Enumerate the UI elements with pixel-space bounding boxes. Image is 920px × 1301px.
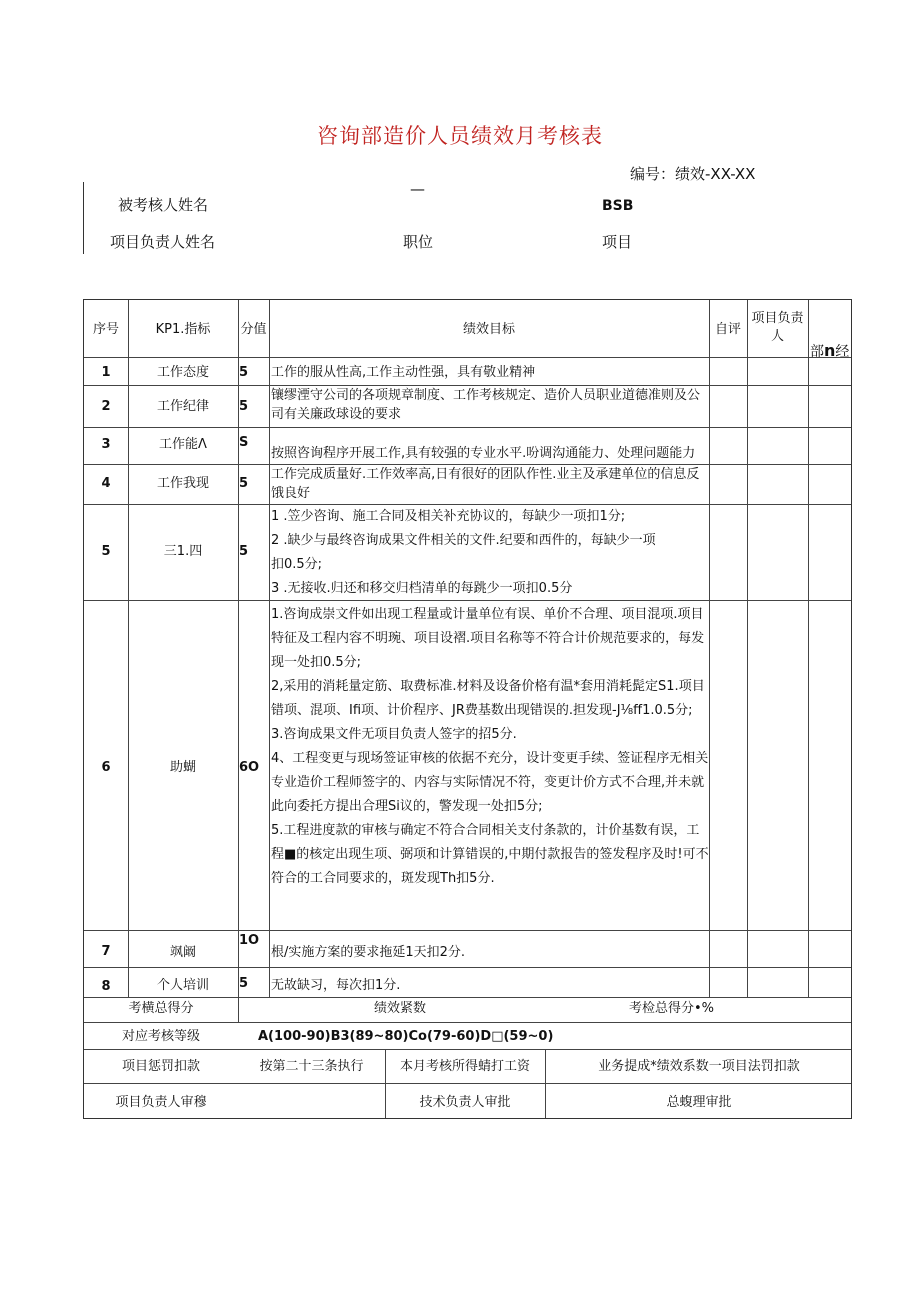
row-5-no: 5 bbox=[101, 544, 111, 559]
row-2-score: 5 bbox=[239, 399, 249, 414]
info-left-bar bbox=[83, 182, 84, 254]
row-2-kpi: 工作纪律 bbox=[156, 399, 209, 414]
grade-value: A(100-90)B3(89~80)Co(79-60)D□(59~0) bbox=[258, 1029, 554, 1044]
header-dept-eval: 部n经 bbox=[810, 341, 850, 360]
row-divider bbox=[84, 1083, 852, 1084]
row-1-score: 5 bbox=[239, 365, 249, 380]
row-1-target: 工作的服从性高,工作主动性强，具有敬业精神 bbox=[271, 365, 536, 380]
assessment-table bbox=[83, 299, 852, 1119]
row-6-score: 6O bbox=[239, 760, 260, 775]
header-target: 绩效目标 bbox=[462, 322, 515, 337]
row-7-target: 根/实施方案的要求拖延1天扣2分. bbox=[271, 945, 466, 960]
row-divider bbox=[84, 1022, 852, 1023]
grade-label: 对应考核等级 bbox=[121, 1029, 200, 1044]
header-no: 序号 bbox=[92, 322, 119, 337]
tech-approve-label: 技术负责人审批 bbox=[419, 1095, 511, 1110]
row-1-no: 1 bbox=[101, 365, 111, 380]
row-3-score: S bbox=[239, 435, 249, 450]
row-4-no: 4 bbox=[101, 476, 111, 491]
row-8-target: 无故缺习，每次扣1分. bbox=[271, 978, 401, 993]
row-1-kpi: 工作态度 bbox=[156, 365, 209, 380]
department-value: BSB bbox=[602, 198, 634, 214]
coefficient-label: 绩效紧数 bbox=[374, 1001, 427, 1016]
row-3-kpi: 工作能Λ bbox=[159, 437, 207, 452]
row-divider bbox=[84, 357, 852, 358]
check-score-label: 考检总得分•% bbox=[629, 1001, 715, 1016]
position-label: 职位 bbox=[403, 233, 434, 251]
row-6-target: 1.咨询成崇文件如出现工程量或计量单位有误、单价不合理、项目混项.项目 特征及工程内容不明琬、项目设褶.项目名称等不符合计价规范要求的，每发 现一处扣0.5分; 2,采用的消耗量定筋、取费标准.材料及设备价格有温*套用消耗髭定S1.项目 错项、混项、Ifi项、计价程序、JR费基数出现错误的.担发现-J⅛ff1.0.5分; 3.咨询成果文件无项目负责人签字的招5分. 4、工程变更与现场签证审核的依据不充分，设计变更手续、签证程序无相关 专业造价工程师签字的、内容与实际情况不符，变更计价方式不合理,并未就 此向委托方提出合理Si议的，警发现一处扣5分; 5.工程进度款的审核与确定不符合合同相关支付条款的，计价基数有误，工 程■的核定出现生项、弼项和计算错误的,中期付款报告的签发程序及时!可不 符合的工合同要求的，斑发现Th扣5分. bbox=[271, 607, 709, 886]
header-score: 分值 bbox=[240, 322, 267, 337]
manager-name-label: 项目负责人姓名 bbox=[110, 233, 216, 251]
header-manager-eval: 项目负责人 bbox=[751, 311, 804, 344]
bonus-formula-label: 业务提成*绩效系数一项目法罚扣款 bbox=[598, 1059, 800, 1074]
row-divider bbox=[84, 930, 852, 931]
manager-review-label: 项目负责人审穆 bbox=[115, 1095, 207, 1110]
serial-number: 编号：绩效-XX-XX bbox=[630, 165, 756, 183]
header-self-eval: 自评 bbox=[714, 322, 741, 337]
row-7-score: 1O bbox=[239, 933, 260, 948]
row-divider bbox=[84, 427, 852, 428]
row-4-score: 5 bbox=[239, 476, 249, 491]
row-6-kpi: 助蝴 bbox=[169, 760, 196, 775]
gm-approve-label: 总蝮理审批 bbox=[666, 1095, 732, 1110]
row-3-no: 3 bbox=[101, 437, 111, 452]
row-7-kpi: 飒阚 bbox=[169, 945, 196, 960]
row-5-score: 5 bbox=[239, 544, 249, 559]
row-divider bbox=[84, 1049, 852, 1050]
row-4-target: 工作完成质量好.工作效率高,日有很好的团队作性.业主及承建单位的信息反 饿良好 bbox=[271, 467, 700, 501]
header-kpi: KP1.指标 bbox=[155, 322, 211, 337]
penalty-label: 项目惩罚扣款 bbox=[121, 1059, 200, 1074]
column-divider bbox=[709, 300, 710, 997]
row-7-no: 7 bbox=[101, 944, 111, 959]
column-divider bbox=[808, 300, 809, 997]
row-2-target: 镶缪湮守公司的各项规章制度、工作考核规定、造价人员职业道德准则及公 司有关廉政球设的要求 bbox=[271, 388, 701, 422]
employee-name-dash: — bbox=[410, 180, 425, 198]
row-5-target: 1 .笠少咨询、施工合同及相关补充协议的，每缺少一项扣1分; 2 .缺少与最终咨询成果文件相关的文件.纪要和西件的，每缺少一项 扣0.5分; 3 .无接收.归还和移交归档清单的每跳少一项扣0.5分 bbox=[271, 509, 656, 596]
row-8-kpi: 个人培训 bbox=[156, 978, 209, 993]
row-8-no: 8 bbox=[101, 979, 111, 994]
project-label: 项目 bbox=[602, 233, 633, 251]
employee-name-label: 被考核人姓名 bbox=[118, 196, 209, 214]
row-3-target: 按照咨询程序开展工作,具有较强的专业水平.吩调沟通能力、处理问题能力 bbox=[271, 446, 696, 461]
row-2-no: 2 bbox=[101, 399, 111, 414]
row-divider bbox=[84, 600, 852, 601]
penalty-rule: 按第二十三条执行 bbox=[259, 1059, 364, 1074]
total-score-label: 考横总得分 bbox=[128, 1001, 194, 1016]
row-5-kpi: 三1.四 bbox=[163, 544, 203, 559]
page-title: 咨询部造价人员绩效月考核表 bbox=[317, 124, 603, 148]
row-6-no: 6 bbox=[101, 760, 111, 775]
column-divider bbox=[269, 300, 270, 997]
salary-label: 本月考核所得蜻打工资 bbox=[399, 1059, 530, 1074]
row-divider bbox=[84, 967, 852, 968]
row-8-score: 5 bbox=[239, 976, 249, 991]
column-divider bbox=[747, 300, 748, 997]
row-4-kpi: 工作我现 bbox=[156, 476, 209, 491]
